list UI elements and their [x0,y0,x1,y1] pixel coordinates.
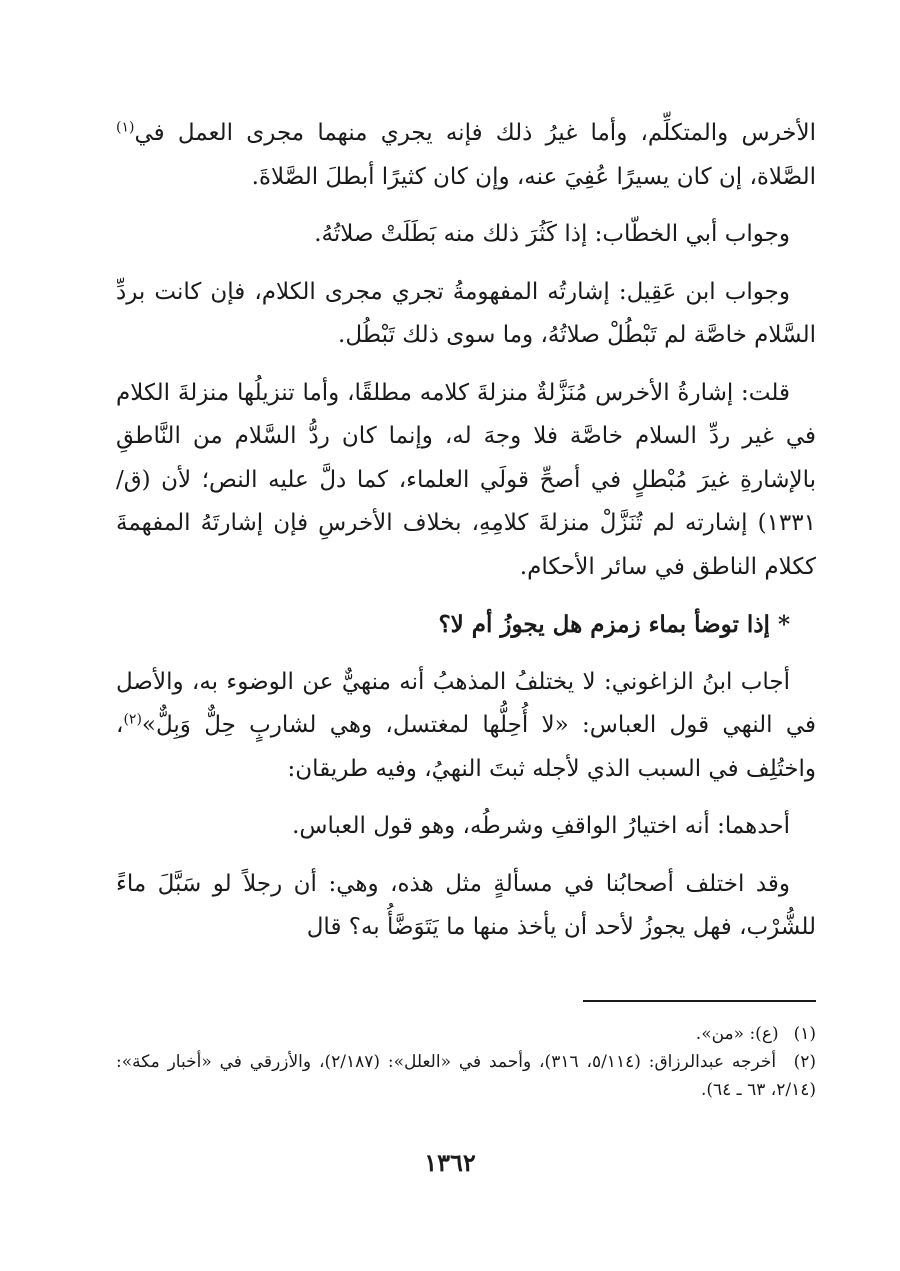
paragraph-6: أحدهما: أنه اختيارُ الواقفِ وشرطُه، وهو قول العباس. [292,813,790,839]
footnote-1 [116,1020,816,1048]
footnote-list [116,1020,816,1104]
footnote-number: (١) [793,1024,816,1044]
section-heading: * إذا توضأ بماء زمزم هل يجوزُ أم لا؟ [438,611,790,638]
footnote-number: (٢) [793,1052,817,1072]
main-text [116,112,816,964]
paragraph-5-text-b: ، واختُلِف في السبب الذي لأجله ثبتَ النهيُ، وفيه طريقان: [116,712,816,782]
footnote-divider [583,1000,816,1002]
paragraph-7: وقد اختلف أصحابُنا في مسألةٍ مثل هذه، وهي: أن رجلاً لو سَبَّلَ ماءً للشُّرْب، فهل يجوزُ لأحد أن يأخذ منها ما يَتَوَضَّأُ به؟ قال [116,870,816,940]
paragraph-1-text-a: الأخرس والمتكلِّم، وأما غيرُ ذلك فإنه يجري منهما مجرى العمل في [134,120,816,146]
footnote-2 [116,1048,816,1104]
footnote-ref-2[interactable]: (٢) [123,711,142,728]
paragraph-3: وجواب ابن عَقِيل: إشارتُه المفهومةُ تجري مجرى الكلام، فإن كانت بردِّ السَّلام خاصَّة لم تَبْطُلْ صلاتُهُ، وما سوى ذلك تَبْطُل. [116,278,816,348]
paragraph-5 [116,661,816,792]
paragraph-2: وجواب أبي الخطّاب: إذا كَثُرَ ذلك منه بَطَلَتْ صلاتُهُ. [314,221,790,247]
footnote-text: (ع): «من». [695,1024,779,1044]
footnote-text: أخرجه عبدالرزاق: (٥/١١٤، ٣١٦)، وأحمد في «العلل»: (٢/١٨٧)، والأزرقي في «أخبار مكة»: (٢/١٤، ٦٣ ـ ٦٤). [116,1052,816,1100]
paragraph-5-text-a: أجاب ابنُ الزاغوني: لا يختلفُ المذهبُ أنه منهيٌّ عن الوضوء به، والأصل في النهي قول العباس: «لا أُحِلُّها لمغتسل، وهي لشاربٍ حِلٌّ وَبِلٌّ» [116,668,816,738]
paragraph-1-text-b: الصَّلاة، إن كان يسيرًا عُفِيَ عنه، وإن كان كثيرًا أبطلَ الصَّلاةَ. [251,163,816,190]
paragraph-4: قلت: إشارةُ الأخرس مُنَزَّلةٌ منزلةَ كلامه مطلقًا، وأما تنزيلُها منزلةَ الكلام في غير ردِّ السلام خاصَّة فلا وجهَ له، وإنما كان ردُّ السَّلام من النَّاطقِ بالإشارةِ غيرَ مُبْطلٍ في أصحِّ قولَي العلماء، كما دلَّ عليه النص؛ لأن (ق/١٣٣١) إشارته لم تُنَزَّلْ منزلةَ كلامِهِ، بخلاف الأخرسِ فإن إشارتَهُ المفهمةَ ككلام الناطق في سائر الأحكام. [116,379,816,580]
footnote-ref-1[interactable]: (١) [116,119,135,136]
page-number: ١٣٦٢ [424,1148,476,1177]
paragraph-1 [116,112,816,199]
